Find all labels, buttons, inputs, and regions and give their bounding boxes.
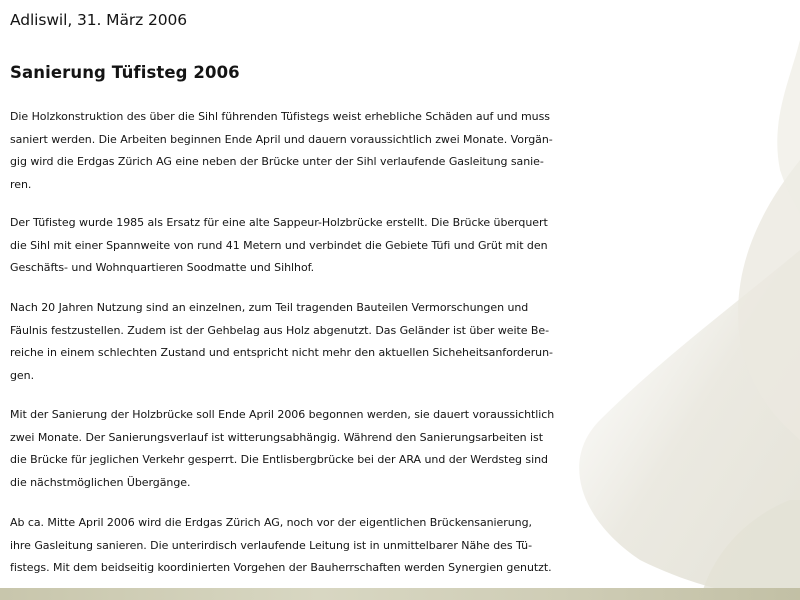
text-line: gig wird die Erdgas Zürich AG eine neben der Brücke unter der Sihl verlaufende Gasleitung sanie- (10, 155, 544, 168)
text-line: fistegs. Mit dem beidseitig koordinierten Vorgehen der Bauherrschaften werden Synergien genutzt. (10, 561, 552, 574)
text-line: Fäulnis festzustellen. Zudem ist der Gehbelag aus Holz abgenutzt. Das Geländer ist über weite Be- (10, 323, 550, 337)
text-line: saniert werden. Die Arbeiten beginnen Ende April und dauern voraussichtlich zwei Monate. Vorgän- (10, 132, 553, 146)
paragraph (10, 297, 800, 387)
paragraph (10, 512, 800, 580)
text-line: Geschäfts- und Wohnquartieren Soodmatte und Sihlhof. (10, 261, 315, 274)
text-line: Nach 20 Jahren Nutzung sind an einzelnen, zum Teil tragenden Bauteilen Vermorschungen und (10, 301, 529, 314)
paragraph (10, 106, 800, 196)
text-line: die Brücke für jeglichen Verkehr gesperrt. Die Entlisbergbrücke bei der ARA und der Werdsteg sind (10, 453, 548, 466)
text-line: die Sihl mit einer Spannweite von rund 41 Metern und verbindet die Gebiete Tüfi und Grüt mit den (10, 238, 548, 252)
text-line: Mit der Sanierung der Holzbrücke soll Ende April 2006 begonnen werden, sie dauert voraussichtlich (10, 408, 555, 421)
paragraph (10, 212, 800, 280)
text-line: ren. (10, 177, 32, 191)
bottom-decorative-band (0, 588, 800, 600)
text-line: gen. (10, 368, 35, 382)
text-line: Der Tüfisteg wurde 1985 als Ersatz für eine alte Sappeur-Holzbrücke erstellt. Die Brücke überquert (10, 216, 548, 229)
text-line: reiche in einem schlechten Zustand und entspricht nicht mehr den aktuellen Sicheheitsanforderun- (10, 346, 553, 359)
paragraph (10, 404, 800, 494)
text-line: ihre Gasleitung sanieren. Die unterirdisch verlaufende Leitung ist in unmittelbarer Nähe des Tü- (10, 538, 533, 552)
text-line: die nächstmöglichen Übergänge. (10, 475, 191, 489)
text-line: Ab ca. Mitte April 2006 wird die Erdgas Zürich AG, noch vor der eigentlichen Brückensanierung, (10, 516, 532, 529)
text-line: Die Holzkonstruktion des über die Sihl führenden Tüfistegs weist erhebliche Schäden auf und muss (10, 110, 550, 123)
document-title: Sanierung Tüfisteg 2006 (10, 63, 240, 82)
text-line: zwei Monate. Der Sanierungsverlauf ist witterungsabhängig. Während den Sanierungsarbeiten ist (10, 430, 544, 444)
dateline: Adliswil, 31. März 2006 (10, 11, 188, 29)
